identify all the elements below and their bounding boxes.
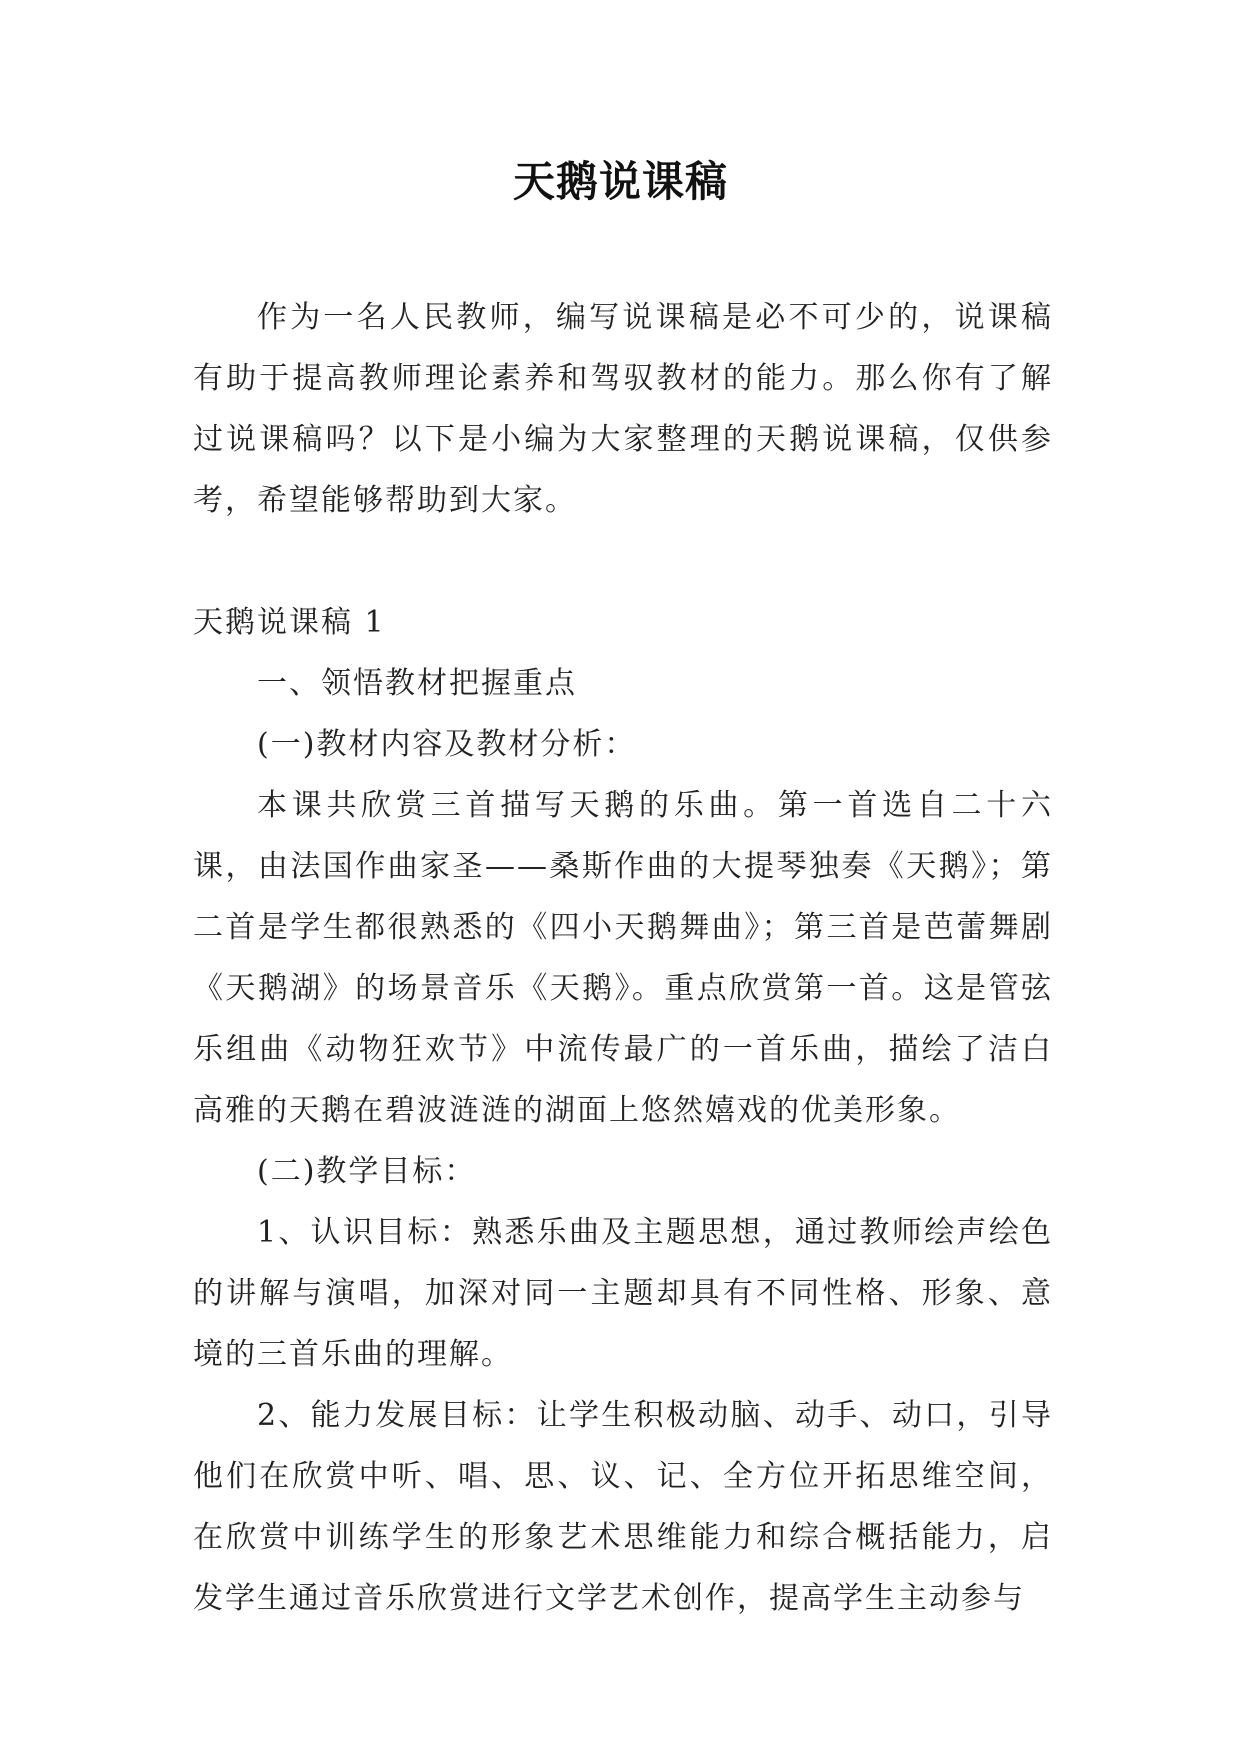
goal-paragraph: 1、认识目标：熟悉乐曲及主题思想，通过教师绘声绘色的讲解与演唱，加深对同一主题却具有不同性格、形象、意境的三首乐曲的理解。	[193, 1215, 1053, 1372]
document-title: 天鹅说课稿	[512, 157, 728, 206]
intro-paragraph: 作为一名人民教师，编写说课稿是必不可少的，说课稿有助于提高教师理论素养和驾驭教材的能力。那么你有了解过说课稿吗？以下是小编为大家整理的天鹅说课稿，仅供参考，希望能够帮助到大家。	[193, 300, 1053, 518]
document-body	[193, 287, 1053, 1629]
body-paragraph: 本课共欣赏三首描写天鹅的乐曲。第一首选自二十六课，由法国作曲家圣——桑斯作曲的大提琴独奏《天鹅》；第二首是学生都很熟悉的《四小天鹅舞曲》；第三首是芭蕾舞剧《天鹅湖》的场景音乐《天鹅》。重点欣赏第一首。这是管弦乐组曲《动物狂欢节》中流传最广的一首乐曲，描绘了洁白高雅的天鹅在碧波涟涟的湖面上悠然嬉戏的优美形象。	[193, 788, 1053, 1128]
subsection-heading: (二)教学目标：	[257, 1154, 477, 1189]
goal-paragraph: 2、能力发展目标：让学生积极动脑、动手、动口，引导他们在欣赏中听、唱、思、议、记、全方位开拓思维空间，在欣赏中训练学生的形象艺术思维能力和综合概括能力，启发学生通过音乐欣赏进行文学艺术创作，提高学生主动参与	[193, 1398, 1053, 1616]
subsection-heading: (一)教材内容及教材分析：	[257, 727, 637, 762]
part-heading: 一、领悟教材把握重点	[257, 666, 577, 701]
section-heading: 天鹅说课稿 1	[193, 605, 386, 640]
